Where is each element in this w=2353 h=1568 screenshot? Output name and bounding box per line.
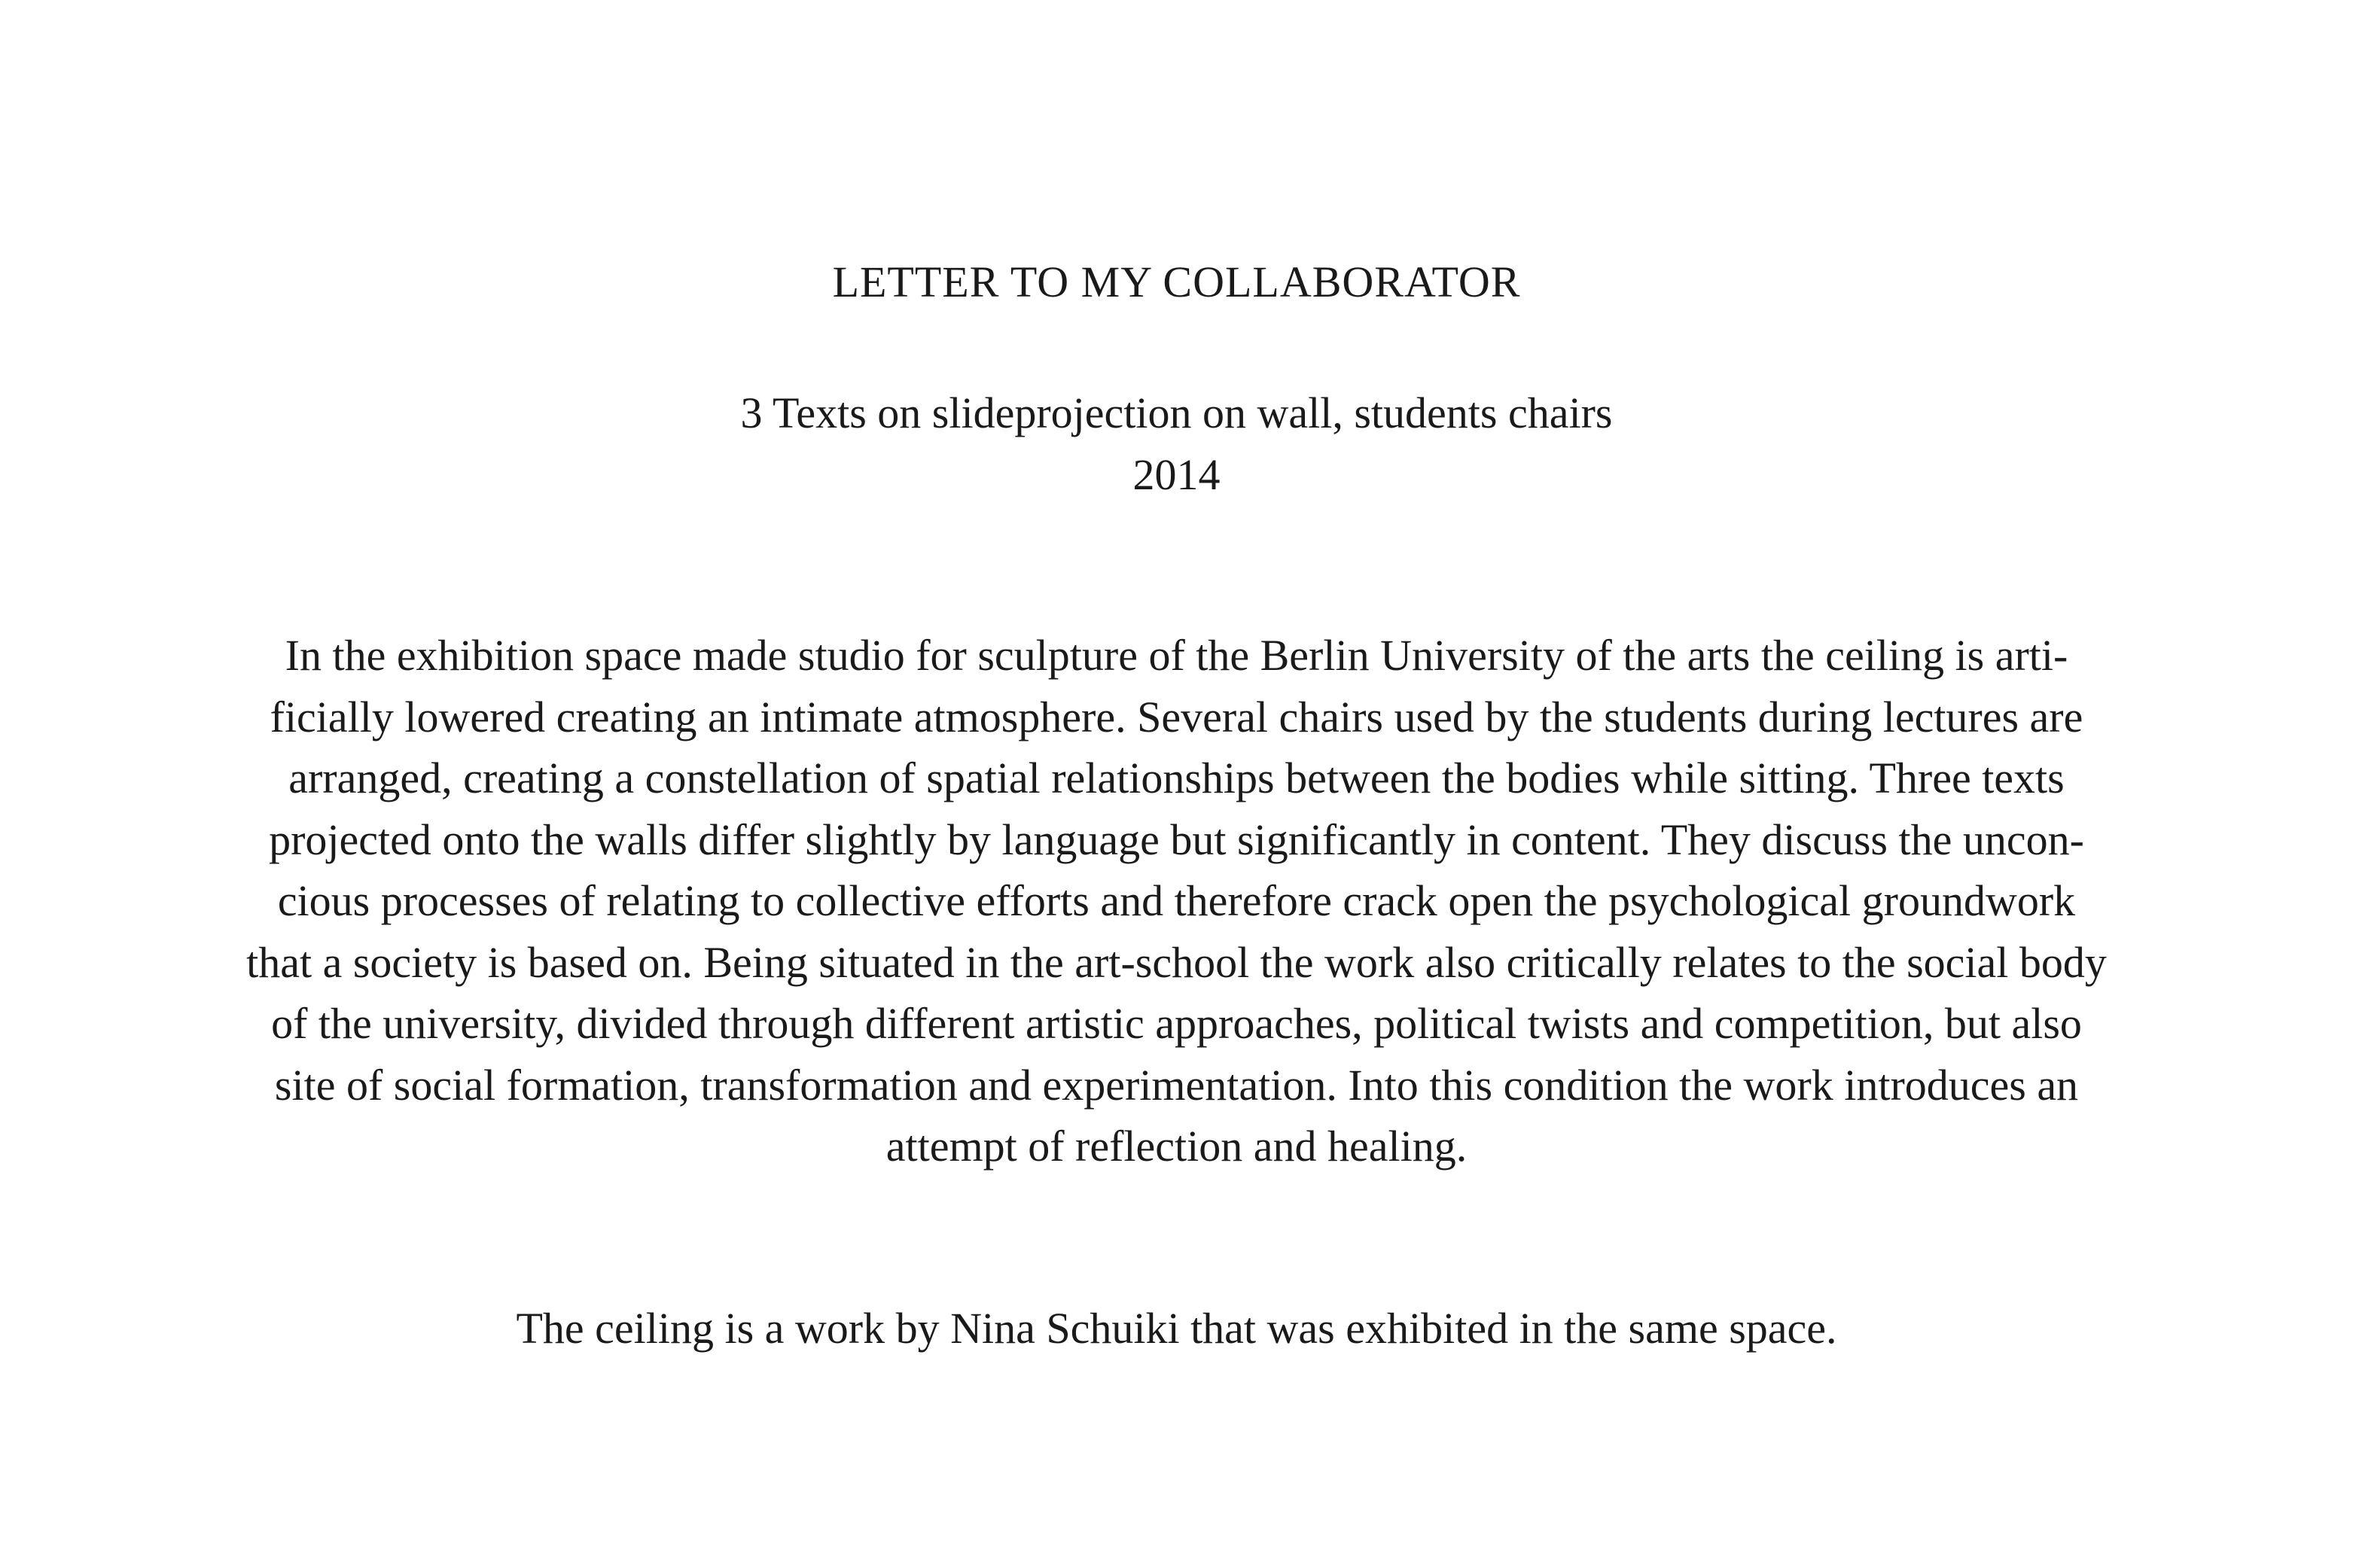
year-line: 2014 — [1132, 450, 1221, 499]
body-line: projected onto the walls differ slightly by language but significantly in content. They discuss the uncon- — [269, 814, 2084, 864]
materials-line: 3 Texts on slideprojection on wall, students chairs — [740, 388, 1613, 437]
document-title: LETTER TO MY COLLABORATOR — [832, 257, 1521, 306]
body-line: attempt of reflection and healing. — [885, 1122, 1468, 1171]
footnote: The ceiling is a work by Nina Schuiki that was exhibited in the same space. — [516, 1304, 1837, 1353]
body-line: that a society is based on. Being situated in the art-school the work also critically relates to the social body — [246, 937, 2107, 987]
body-line: ficially lowered creating an intimate atmosphere. Several chairs used by the students during lectures are — [270, 692, 2083, 741]
body-paragraph — [151, 625, 2202, 1177]
body-line: of the university, divided through different artistic approaches, political twists and competition, but also — [271, 999, 2082, 1048]
body-line: site of social formation, transformation and experimentation. Into this condition the work introduces an — [274, 1060, 2079, 1110]
body-line: cious processes of relating to collective efforts and therefore crack open the psychological groundwork — [277, 876, 2076, 925]
body-line: In the exhibition space made studio for sculpture of the Berlin University of the arts the ceiling is arti- — [285, 631, 2068, 680]
work-description — [0, 382, 2353, 506]
body-line: arranged, creating a constellation of spatial relationships between the bodies while sitting. Three texts — [288, 754, 2065, 802]
